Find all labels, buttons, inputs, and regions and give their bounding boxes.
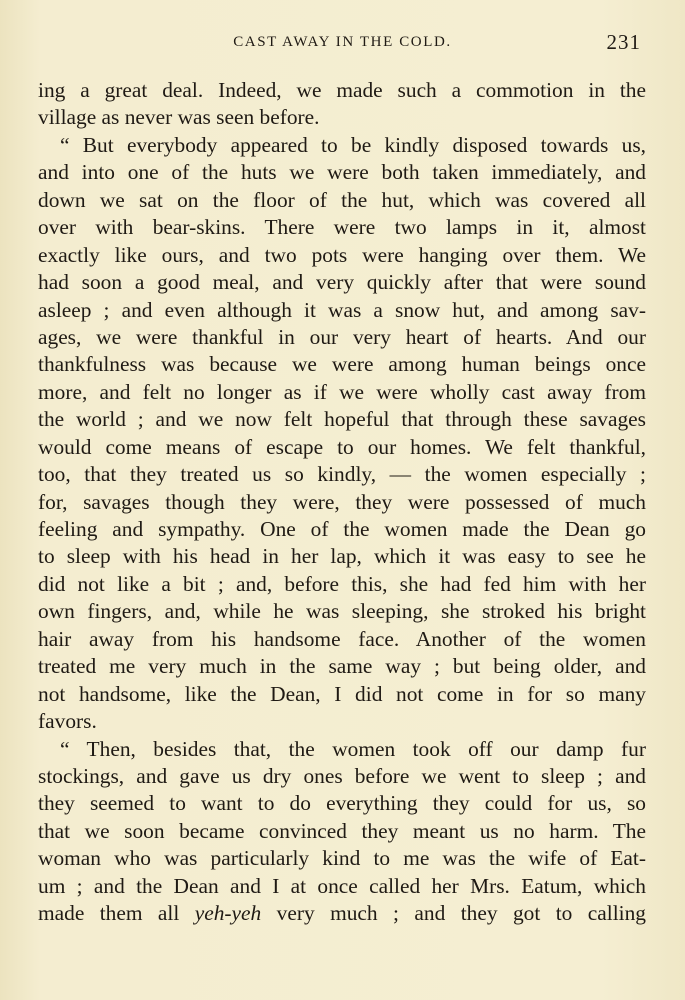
text-line: um ; and the Dean and I at once called her Mrs. Eatum, which [38,873,646,898]
text-line: woman who was particularly kind to me was the wife of Eat- [38,846,646,871]
text-line: they seemed to want to do everything they could for us, so [38,791,646,816]
text-line: not handsome, like the Dean, I did not come in for so many [38,681,646,706]
page-number: 231 [606,30,641,54]
text-line: village as never was seen before. [38,105,320,130]
text-line: exactly like ours, and two pots were hanging over them. We [38,242,646,267]
text-line: to sleep with his head in her lap, which it was easy to see he [38,544,646,569]
text-line: hair away from his handsome face. Another of the women [38,626,646,651]
text-line: did not like a bit ; and, before this, she had fed him with her [38,571,646,596]
final-line-start: made them all [38,901,195,926]
text-line: favors. [38,709,97,734]
text-line: too, that they treated us so kindly, — the women especially ; [38,462,646,487]
final-line-end: very much ; and they got to calling [261,901,646,926]
text-line: more, and felt no longer as if we were wholly cast away from [38,379,646,404]
running-head [0,30,685,58]
final-text-line [38,900,646,927]
text-line: ing a great deal. Indeed, we made such a commotion in the [38,78,646,102]
paragraph-start-line: “ But everybody appeared to be kindly disposed towards us, [60,132,646,157]
text-line: own fingers, and, while he was sleeping, she stroked his bright [38,599,646,624]
text-line: treated me very much in the same way ; but being older, and [38,654,646,679]
text-line: thankfulness was because we were among human beings once [38,352,646,377]
paragraph-start-line: “ Then, besides that, the women took off our damp fur [60,736,646,761]
text-line: had soon a good meal, and very quickly after that were sound [38,270,646,295]
text-line: stockings, and gave us dry ones before we went to sleep ; and [38,763,646,788]
text-line: would come means of escape to our homes. We felt thankful, [38,434,646,459]
text-line: for, savages though they were, they were possessed of much [38,489,646,514]
text-line: asleep ; and even although it was a snow hut, and among sav- [38,297,646,322]
running-title: CAST AWAY IN THE COLD. [233,34,452,50]
text-line: ages, we were thankful in our very heart of hearts. And our [38,324,646,349]
italic-phrase: yeh-yeh [194,901,262,926]
text-line: the world ; and we now felt hopeful that through these savages [38,407,646,432]
text-line: down we sat on the floor of the hut, which was covered all [38,187,646,212]
body-text [38,77,646,928]
text-line: that we soon became convinced they meant us no harm. The [38,818,646,843]
text-line: and into one of the huts we were both taken immediately, and [38,160,646,185]
text-line: feeling and sympathy. One of the women made the Dean go [38,517,646,541]
text-line: over with bear-skins. There were two lamps in it, almost [38,215,646,240]
